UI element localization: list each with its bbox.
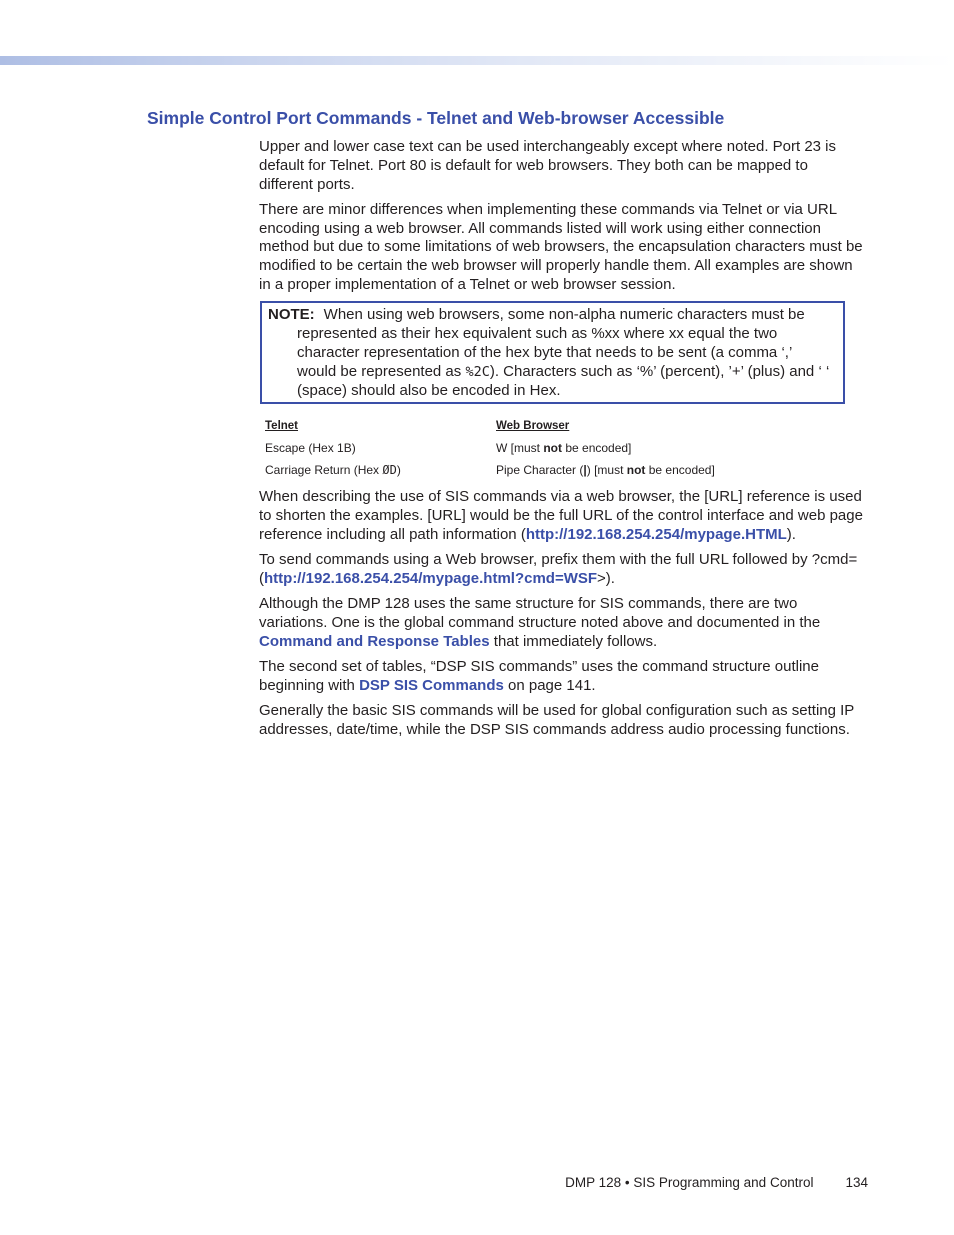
note-text-start: When using web browsers, some non-alpha numeric characters must be represented as their hex equivalent such as %xx where xx equal the two character representation of the hex byte that needs to be sent (a comma ‘,’ would be represented as: [297, 306, 805, 380]
command-response-tables-link[interactable]: Command and Response Tables: [259, 632, 490, 650]
structure-paragraph: [259, 595, 864, 651]
telnet-cell: [265, 459, 496, 481]
cell-code: ØD: [382, 462, 397, 477]
section-title: Simple Control Port Commands - Telnet and Web-browser Accessible: [147, 108, 725, 128]
table-header-row: [265, 416, 865, 437]
cell-text: Carriage Return (Hex: [265, 462, 383, 477]
note-box: [260, 301, 845, 404]
cell-text: be encoded]: [645, 462, 715, 477]
send-commands-paragraph: [259, 551, 864, 589]
dsp-sis-commands-link[interactable]: DSP SIS Commands: [359, 677, 504, 695]
table-row: [265, 437, 865, 459]
paragraph-text: The second set of tables, “DSP SIS commands” uses the command structure outline beginning with: [259, 658, 819, 695]
dsp-paragraph: [259, 658, 864, 696]
cell-emphasis: not: [543, 440, 562, 455]
cell-text: Pipe Character (: [496, 462, 584, 477]
url-example-link[interactable]: http://192.168.254.254/mypage.HTML: [525, 525, 787, 543]
paragraph-text: that immediately follows.: [489, 632, 658, 650]
differences-paragraph: There are minor differences when implementing these commands via Telnet or via URL encoding using a web browser. All commands listed will work using either connection method but due to some limitations of web browsers, the encapsulation characters must be modified to be certain the web browser will properly handle them. All examples are shown in a proper implementation of a Telnet or web browser session.: [259, 200, 863, 294]
paragraph-text: When describing the use of SIS commands via a web browser, the [URL] reference is used to shorten the examples. [URL] would be the full URL of the control interface and web page reference including all path information (: [259, 488, 863, 543]
cell-code: |: [583, 462, 587, 477]
note-label: NOTE:: [268, 306, 315, 324]
column-header-telnet: Telnet: [265, 420, 299, 433]
column-header-web-browser: Web Browser: [496, 420, 570, 433]
web-browser-cell: [496, 459, 865, 481]
paragraph-text: ).: [786, 525, 796, 543]
header-gradient-bar: [0, 56, 954, 65]
cell-text: ) [must: [586, 462, 627, 477]
summary-paragraph: Generally the basic SIS commands will be used for global configuration such as setting IP addresses, date/time, while the DSP SIS commands address audio processing functions.: [259, 702, 855, 739]
paragraph-text: on page 141.: [503, 677, 596, 695]
footer-doc-title: DMP 128 • SIS Programming and Control: [565, 1175, 814, 1190]
paragraph-text: >).: [597, 570, 615, 588]
web-browser-cell: [496, 437, 865, 459]
intro-paragraph: Upper and lower case text can be used interchangeably except where noted. Port 23 is default for Telnet. Port 80 is default for web browsers. They both can be mapped to different ports.: [259, 138, 837, 193]
encoding-table: [265, 416, 865, 481]
cell-text: be encoded]: [562, 440, 632, 455]
cell-text: W [must: [496, 440, 544, 455]
table-row: [265, 459, 865, 481]
cell-emphasis: not: [626, 462, 646, 477]
note-body: [268, 306, 835, 400]
paragraph-text: Although the DMP 128 uses the same structure for SIS commands, there are two variations. One is the global command structure noted above and documented in the: [259, 595, 821, 632]
main-content: [259, 138, 864, 746]
page-footer: [565, 1175, 868, 1190]
cell-text: ): [396, 462, 401, 477]
url-paragraph: [259, 488, 864, 544]
command-url-link[interactable]: http://192.168.254.254/mypage.html?cmd=WSF: [264, 570, 598, 588]
note-text-end: ). Characters such as ‘%’ (percent), ’+’ (plus) and ‘ ‘ (space) should also be encoded in Hex.: [297, 362, 830, 399]
telnet-cell: Escape (Hex 1B): [265, 440, 356, 455]
page-number: 134: [845, 1175, 868, 1190]
note-code: %2C: [465, 363, 490, 380]
paragraph-text: To send commands using a Web browser, prefix them with the full URL followed by ?cmd= (: [259, 551, 858, 588]
